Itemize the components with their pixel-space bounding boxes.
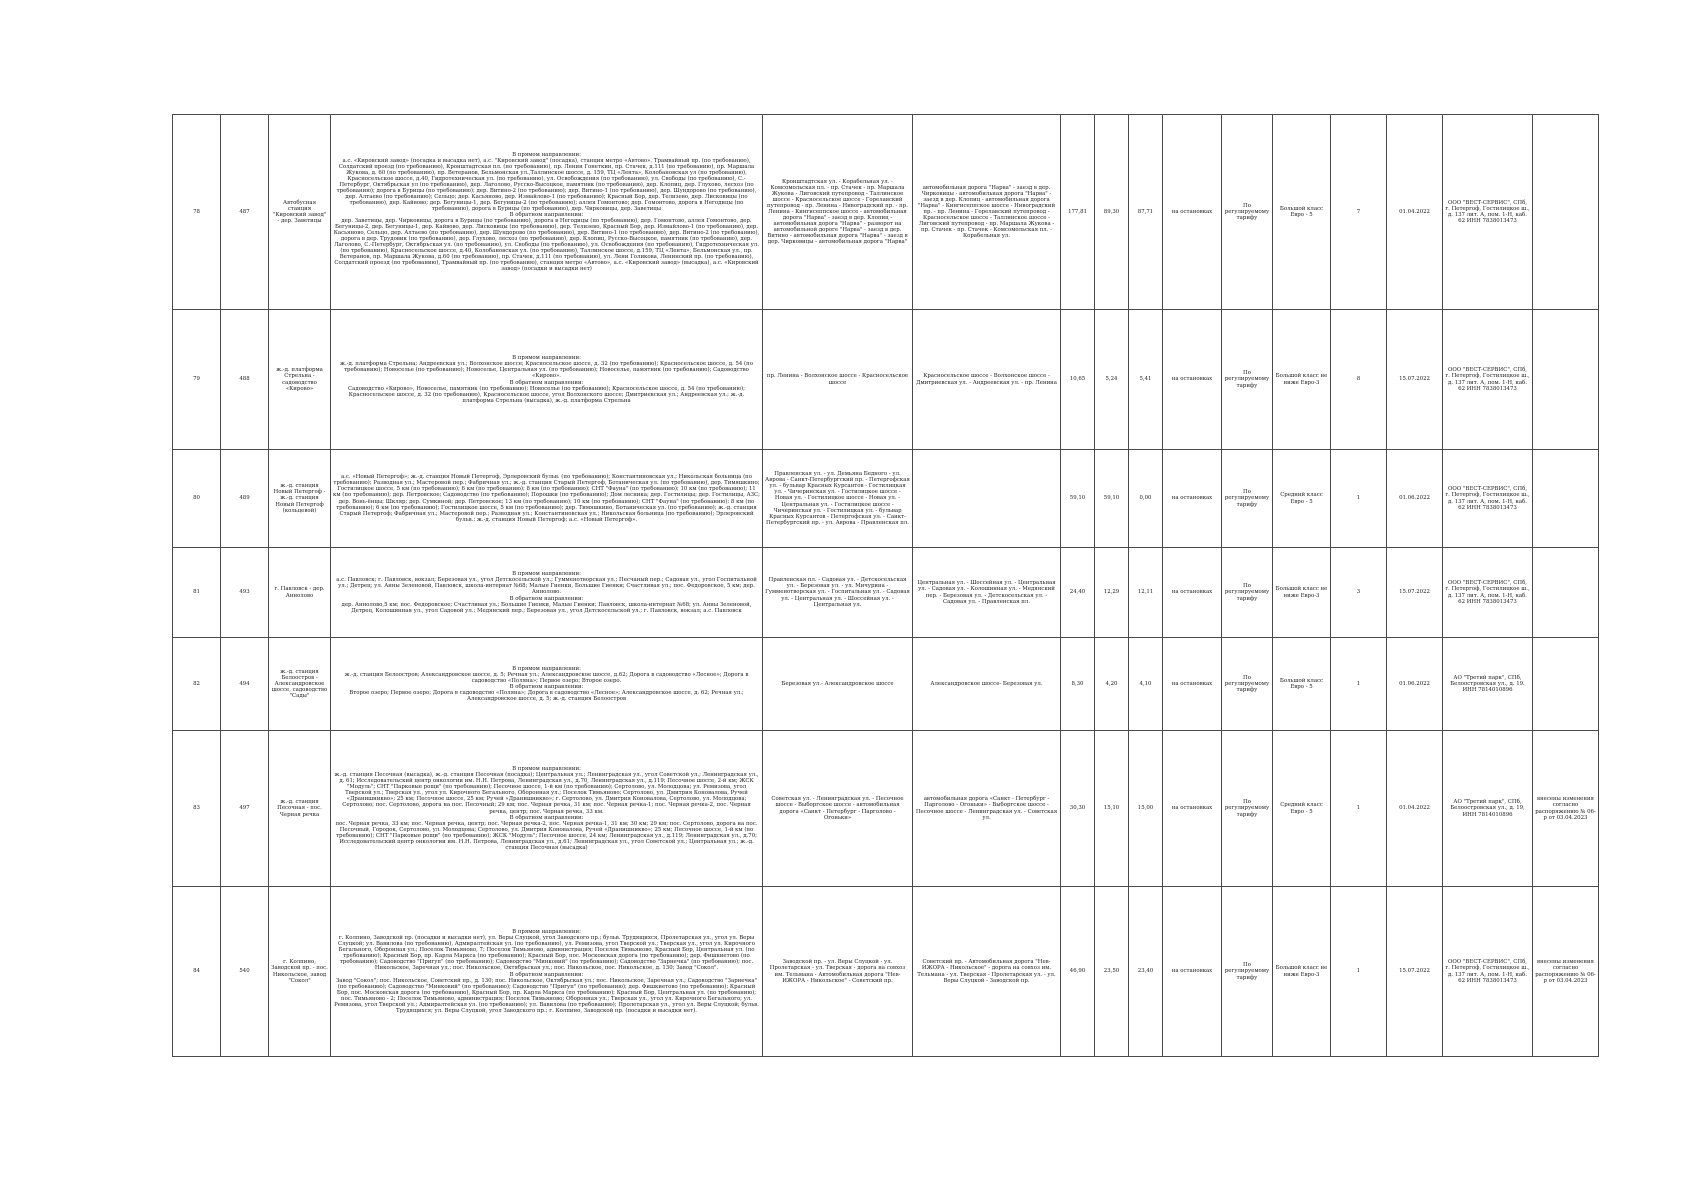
table-row <box>173 115 1599 310</box>
stops-paragraph: В прямом направлении: <box>512 929 581 936</box>
cell-back-len: 5,41 <box>1129 310 1163 450</box>
stops-paragraph: В прямом направлении: <box>512 151 581 158</box>
stops-paragraph: Садоводство «Кирово», Новоселье, памятник (по требованию); Новоселье (по требованию); Красносельское шоссе, д. 54 (по требованию); Красносельское шоссе, д. 32 (по требованию), Красносельское шоссе, угол Волхонского шоссе; Дмитриевская ул.; Андреевская ул.; ж.-д. платформа Стрельна (высадка), ж.-д. платформа Стрельна <box>348 385 745 404</box>
cell-tariff: По регулируемому тарифу <box>1222 115 1273 310</box>
cell-carrier: ООО "ВЕСТ-СЕРВИС", СПб, г. Петергоф, Гостилицкое ш., д. 137 лит. А, пом. 1-Н, каб. 62 ИНН 7838013473 <box>1443 310 1533 450</box>
cell-name: ж.-д. станция Белоостров - Александровское шоссе, садоводство "Сады" <box>269 638 331 731</box>
cell-carrier: ООО "ВЕСТ-СЕРВИС", СПб, г. Петергоф, Гостилицкое ш., д. 137 лит. А, пом. 1-Н, каб. 62 ИНН 7838013473 <box>1443 115 1533 310</box>
cell-forward: пр. Ленина - Волхонское шоссе - Красносельское шоссе <box>763 310 913 450</box>
table-row <box>173 731 1599 887</box>
cell-stop-mode: на остановках <box>1163 450 1222 548</box>
cell-route: 494 <box>221 638 269 731</box>
cell-fwd-len: 15,10 <box>1095 731 1129 887</box>
cell-backward: автомобильная дорога "Нарва" - заезд в дер. Чирковицы - автомобильная дорога "Нарва" - заезд в дер. Клопиц - автомобильная дорога "Нарва" - Кингисеппское шоссе - Нивоградский пр. - пр. Ленина - Горелавский путепровод - Красносельское шоссе - Таллинское шоссе - Лиговский путепровод - пр. Маршала Жукова - пр. Стачек - пр. Стачек - Комсомольская пл. - Корабельная ул. <box>913 115 1061 310</box>
cell-forward: Заводской пр. - ул. Веры Слуцкой - ул. Пролетарская - ул. Тверская - дорога на совхоз им. Тельмана - Автомобильная дорога "Нев-ИЖОРА - Никольское" - Советский пр. <box>763 887 913 1057</box>
stops-paragraph: В обратном направлении: <box>509 595 584 602</box>
cell-forward: Правленская ул. - ул. Демьяна Бедного - ул. Аврова - Санкт-Петербургский пр. - Петергофская ул. - бульвар Красных Курсантов - Гостилицкая ул. - Чичеринская ул. - Гостилицкое шоссе - Новая ул. - Гостилицкое шоссе - Новая ул. - Центральная ул. - Гостилицкое шоссе - Чичеринская ул. - Гостилицкая ул. - бульвар Красных Курсантов - Петергофская ул. - Санкт-Петербургский пр. - ул. Аврова - Правленская пл. <box>763 450 913 548</box>
cell-stop-mode: на остановках <box>1163 731 1222 887</box>
stops-paragraph: В обратном направлении: <box>509 379 584 386</box>
cell-tariff: По регулируемому тарифу <box>1222 548 1273 638</box>
cell-back-len: 4,10 <box>1129 638 1163 731</box>
cell-stop-mode: на остановках <box>1163 887 1222 1057</box>
routes-table <box>172 114 1599 1057</box>
cell-stops <box>331 450 763 548</box>
table-row <box>173 450 1599 548</box>
cell-total: 8,30 <box>1061 638 1095 731</box>
cell-name: Автобусная станция "Кировский завод" - дер. Заветицы <box>269 115 331 310</box>
cell-carrier: ООО "ВЕСТ-СЕРВИС", СПб, г. Петергоф, Гостилицкое ш., д. 137 лит. А, пом. 1-Н, каб. 62 ИНН 7838013473 <box>1443 887 1533 1057</box>
cell-name: г. Павловск - дер. Аннолово <box>269 548 331 638</box>
cell-date: 01.06.2022 <box>1387 450 1443 548</box>
stops-paragraph: ж.-д. станция Белоостров; Александровское шоссе, д. 5; Речная ул.; Александровское шоссе, д.62; Дорога в садоводство «Лесное»; Дорога в садоводство «Поляна»; Первое озеро; Второе озеро. <box>344 671 749 684</box>
cell-fwd-len: 5,24 <box>1095 310 1129 450</box>
cell-total: 177,81 <box>1061 115 1095 310</box>
stops-paragraph: В обратном направлении: <box>509 684 584 690</box>
cell-route: 540 <box>221 887 269 1057</box>
cell-count: 1 <box>1331 887 1387 1057</box>
cell-tariff: По регулируемому тарифу <box>1222 887 1273 1057</box>
cell-carrier: АО "Третий парк", СПб, Белоостровская ул., д. 19, ИНН 7814010896 <box>1443 731 1533 887</box>
table-row <box>173 548 1599 638</box>
cell-name: г. Колпино, Заводской пр. - пос. Никольское, завод "Сокол" <box>269 887 331 1057</box>
cell-note <box>1533 638 1599 731</box>
cell-carrier: АО "Третий парк", СПб, Белоостровская ул., д. 19. ИНН 7814010896 <box>1443 638 1533 731</box>
cell-stop-mode: на остановках <box>1163 638 1222 731</box>
cell-vehicle: Большой класс Евро - 5 <box>1273 638 1331 731</box>
cell-note <box>1533 450 1599 548</box>
cell-date: 15.07.2022 <box>1387 548 1443 638</box>
cell-fwd-len: 59,10 <box>1095 450 1129 548</box>
cell-note: внесены изменения согласно распоряжению № 06-р от 03.04.2023 <box>1533 887 1599 1057</box>
cell-total: 30,30 <box>1061 731 1095 887</box>
stops-paragraph: В прямом направлении: <box>512 766 581 773</box>
cell-vehicle: Большой класс не ниже Евро-3 <box>1273 310 1331 450</box>
cell-total: 24,40 <box>1061 548 1095 638</box>
cell-count: 1 <box>1331 731 1387 887</box>
cell-stops <box>331 731 763 887</box>
stops-paragraph: В прямом направлении: <box>512 665 581 672</box>
cell-date: 01.04.2022 <box>1387 731 1443 887</box>
cell-stop-mode: на остановках <box>1163 115 1222 310</box>
cell-num: 82 <box>173 638 221 731</box>
stops-paragraph: Второе озеро; Первое озеро; Дорога в садоводство «Поляна»; Дорога в садоводство «Лесное»; Александровское шоссе, д. 62; Речная ул.; Александровское шоссе, д. 5; ж.-д. станция Белоостров <box>349 690 744 703</box>
cell-vehicle: Средний класс Евро - 5 <box>1273 450 1331 548</box>
cell-route: 497 <box>221 731 269 887</box>
cell-tariff: По регулируемому тарифу <box>1222 310 1273 450</box>
cell-date: 01.06.2022 <box>1387 638 1443 731</box>
cell-route: 487 <box>221 115 269 310</box>
cell-name: ж.-д. платформа Стрельна - садоводство «Кирово» <box>269 310 331 450</box>
cell-forward: Кронштадтская ул. - Корабельная ул. - Комсомольская пл. - пр. Стачек - пр. Маршала Жукова - Лиговский путепровод - Таллинское шоссе - Красносельское шоссе - Горелавский путепровод - пр. Ленина - Нивоградский пр. - пр. Ленина - Кингисеппское шоссе - автомобильная дорога "Нарва" - заезд в дер. Клопиц - автомобильная дорога "Нарва" - разворот на автомобильной дороге "Нарва" - заезд в дер. Витино - автомобильная дорога "Нарва" - заезд в дер. Чирковицы - автомобильная дорога "Нарва" <box>763 115 913 310</box>
stops-paragraph: ж.-д. платформа Стрельна; Андреевская ул.; Волхонское шоссе; Красносельское шоссе, д. 32 (по требованию); Красносельское шоссе, д. 54 (по требованию); Новоселье (по требованию); Новоселье, Центральная ул. (по требованию); Новоселье, памятник (по требованию); Садоводство «Кирово». <box>340 361 753 380</box>
cell-back-len: 15,00 <box>1129 731 1163 887</box>
stops-paragraph: В обратном направлении: <box>509 971 584 978</box>
cell-stops <box>331 638 763 731</box>
cell-note <box>1533 310 1599 450</box>
cell-back-len: 0,00 <box>1129 450 1163 548</box>
cell-vehicle: Большой класс Евро - 5 <box>1273 115 1331 310</box>
cell-note: внесены изменения согласно распоряжению № 06-р от 03.04.2023 <box>1533 731 1599 887</box>
cell-tariff: По регулируемому тарифу <box>1222 731 1273 887</box>
table-body <box>173 115 1599 1057</box>
cell-forward: Советская ул. - Ленинградская ул. - Песочное шоссе - Выборгское шоссе - автомобильная дорога «Санкт - Петербург - Парголово - Огоньки» <box>763 731 913 887</box>
cell-stops <box>331 310 763 450</box>
cell-carrier: ООО "ВЕСТ-СЕРВИС", СПб, г. Петергоф, Гостилицкое ш., д. 137 лит. А, пом. 1-Н, каб. 62 ИНН 7838013473 <box>1443 450 1533 548</box>
cell-num: 79 <box>173 310 221 450</box>
cell-forward: Березовая ул.- Александровское шоссе <box>763 638 913 731</box>
stops-paragraph: В прямом направлении: <box>512 355 581 362</box>
cell-backward: Красносельское шоссе - Волхонское шоссе - Дмитриевская ул. - Андреевская ул. - пр. Ленина <box>913 310 1061 450</box>
cell-vehicle: Большой класс не ниже Евро-3 <box>1273 548 1331 638</box>
cell-back-len: 23,40 <box>1129 887 1163 1057</box>
stops-paragraph: Завод "Сокол"; пос. Никольское, Советский пр., д. 130; пос. Никольское, Октябрьская ул.; пос. Никольское, Заречная ул.; Садоводство "Зарнечка" (по требованию); Садоводство "Минковий" (по требованию); Садоводство "Пригуп" (по требованию); дер. Фишкиетово (по требованию); Красный Бор, пос. Московская дорога (по требованию), Красный Бор, пр. Карла Маркса (по требованию); Красный Бор, Центральная ул. (по требованию); пос. Тимьяново - 2; Поселок Тимьяново, администрация; Поселок Тимьяново; Оборонная ул.; Тверская ул., угол ул. Кирочного Бегального; ул. Ремизова, угол Тверской ул.; Адмиралтейская ул. (по требованию); ул. Вавилова (по требованию); Пролетарская ул., угол ул. Веры Слуцкой; бульв. Трудящихся; ул. Веры Слуцкой, угол Заводского пр.; г. Колпино, Заводской пр. (посадки и высадки нет). <box>334 977 759 1014</box>
cell-num: 83 <box>173 731 221 887</box>
cell-fwd-len: 12,29 <box>1095 548 1129 638</box>
table-row <box>173 638 1599 731</box>
cell-backward: автомобильная дорога «Санкт - Петербург - Парголово - Огоньки» - Выборгское шоссе - Песочное шоссе - Ленинградская ул. - Советская ул. <box>913 731 1061 887</box>
cell-count: 1 <box>1331 638 1387 731</box>
cell-tariff: По регулируемому тарифу <box>1222 450 1273 548</box>
cell-name: ж.-д. станция Песочная - пос. Черная речка <box>269 731 331 887</box>
stops-paragraph: В прямом направлении: <box>512 571 581 578</box>
cell-stop-mode: на остановках <box>1163 310 1222 450</box>
cell-total: 10,65 <box>1061 310 1095 450</box>
cell-count: 8 <box>1331 310 1387 450</box>
cell-route: 489 <box>221 450 269 548</box>
cell-num: 78 <box>173 115 221 310</box>
cell-vehicle: Большой класс не ниже Евро-3 <box>1273 887 1331 1057</box>
stops-paragraph: а.с. Павловск; г. Павловск, вокзал; Березовая ул., угол Детскосельской ул.; Гумменотворская ул.; Песчаный пер.; Садовая ул., угол Госпитальной ул.; Детрец; ул. Анны Зеленовой, Павловск, школа-интернат №68; Малые Гиенки, Большие Гиенки; Счастливая ул.; пос. Федоровское, 5 км; дер. Аннолово. <box>336 577 757 596</box>
cell-date: 15.07.2022 <box>1387 887 1443 1057</box>
cell-forward: Правленская пл. - Садовая ул. - Детскосельская ул. - Березовая ул. - ул. Мичурина - Гумменотворская ул. - Госпитальная ул. - Садовая ул. - Центральная ул. - Шоссейная ул. - Центральная ул. <box>763 548 913 638</box>
cell-count: 1 <box>1331 450 1387 548</box>
cell-fwd-len: 23,50 <box>1095 887 1129 1057</box>
stops-paragraph: ж.-д. станция Песочная (высадка), ж.-д. станция Песочная (посадка); Центральная ул.; Ленинградская ул., угол Советской ул.; Ленинградская ул., д. 61; Исследовательский центр онкологии им. Н.Н. Петрова, Ленинградская ул., д.70, Ленинградская ул., д.119; Песочное шоссе, 2-й км; ЖСК "Модуль"; СНТ "Парковые рощи" (по требованию); Песочное шоссе, 1-й км (по требованию); Сертолово, ул. Молодцова; ул. Ремизова, угол Тверской ул.; Тверская ул., угол ул. Кирочного Бегального, Оборонная ул.; Поселок Тимьяново; Сертолово, ул. Дмитрия Коновалова, Ручей «Дранишникво»; 25 км; Песочное шоссе, 25 км; Ручей «Дранишникво»; г. Сертолово, ул. Дмитрия Коновалова, Сертолово, ул. Молодцова; Сертолово; пос. Сертолово, дорога на пос. Песочный; 29 км; пос. Черная речка, 31 км; пос. Черная речка-1; пос. Черная речка-2, пос. Черная речка, центр; пос. Черная речка, 33 км. <box>334 772 759 815</box>
stops-paragraph: В обратном направлении: <box>509 212 584 218</box>
table-row <box>173 887 1599 1057</box>
stops-paragraph: а.с. «Новый Петергоф»; ж.-д. станция Новый Петергоф, Эрлеровский бульв. (по требованию); Константиновская ул.; Никольская больница (по требованию); Разводная ул.; Мастеровой пер.; Фабричная ул.; ж.-д. станция Старый Петергоф, Ботаническая ул. (по требованию), дер. Тимяшкино; Гостилицкое шоссе, 5 км (по требованию); 6 км (по требованию); 8 км (по требованию); СНТ "Фауна" (по требованию); 10 км (по требованию); 11 км (по требованию); дер. Петровское; Садоводство (по требованию); Порошки (по требованию); Дом лесника; дер. Гостилицы; дер. Гостилицы, АЗС; дер. Вонь-ёнцы; Шкляр; дер. Сумкиной; дер. Петровское; 13 км (по требованию); 10 км (по требованию); СНТ "Фауна" (по требованию); 8 км (по требованию); 6 км (по требованию); Гостилицкое шоссе, 5 км (по требованию); дер. Тимяшкино, Ботаническая ул. (по требованию); ж.-д. станция Старый Петергоф; Фабричная ул.; Мастеровой пер.; Разводная ул.; Константиновская ул.; Никольская больница (по требованию); Эрлеровский бульв.; ж.-д. станция Новый Петергоф; а.с. «Новый Петергоф». <box>333 474 760 523</box>
cell-tariff: По регулируемому тарифу <box>1222 638 1273 731</box>
cell-note <box>1533 115 1599 310</box>
cell-count: 3 <box>1331 548 1387 638</box>
stops-paragraph: г. Колпино, Заводской пр. (посадки и высадки нет), ул. Веры Слуцкой, угол Заводского пр.; бульв. Трудящихся, Пролетарская ул., угол ул. Веры Слуцкой; ул. Вавилова (по требованию), Адмиралтейская ул. (по требованию), ул. Ремизова, угол Тверской ул.; Тверская ул., угол ул. Кирочного Бегального, Оборонная ул.; Поселок Тимьяново, 7; Поселок Тимьяново, администрация; Поселок Тимьяново, Красный Бор, Центральная ул. (по требованию); Красный Бор, пр. Карла Маркса (по требованию); Красный Бор, пос. Московская дорога (по требованию); дер. Фишкиетово (по требованию); Садоводство "Пригуп" (по требованию); Садоводство "Минковий" (по требованию); Садоводство "Зарнечка" (по требованию); пос. Никольское, Заречная ул.; пос. Никольское, Октябрьская ул.; пос. Никольское, пос. Никольское, д. 130; Завод "Сокол". <box>338 935 755 972</box>
cell-backward: Александровское шоссе- Березовая ул. <box>913 638 1061 731</box>
cell-name: ж.-д. станция Новый Петергоф - ж.-д. станция Новый Петергоф (кольцевой) <box>269 450 331 548</box>
cell-route: 488 <box>221 310 269 450</box>
cell-vehicle: Средний класс Евро - 5 <box>1273 731 1331 887</box>
cell-backward <box>913 450 1061 548</box>
cell-back-len: 12,11 <box>1129 548 1163 638</box>
cell-stop-mode: на остановках <box>1163 548 1222 638</box>
cell-stops <box>331 115 763 310</box>
stops-paragraph: В обратном направлении: <box>509 814 584 821</box>
cell-carrier: ООО "ВЕСТ-СЕРВИС", СПб, г. Петергоф, Гостилицкое ш., д. 137 лит. А, пом. 1-Н, каб. 62 ИНН 7838013473 <box>1443 548 1533 638</box>
cell-num: 84 <box>173 887 221 1057</box>
cell-count: 7 <box>1331 115 1387 310</box>
cell-back-len: 87,71 <box>1129 115 1163 310</box>
cell-fwd-len: 89,30 <box>1095 115 1129 310</box>
cell-backward: Центральная ул. - Шоссейная ул. - Центральная ул. - Садовая ул. - Колошинная ул. - Медянский пер. - Березовая ул. - Детскосельская ул. - Садовая ул. - Правленская пл. <box>913 548 1061 638</box>
stops-paragraph: а.с. «Кировский завод» (посадка и высадка нет), а.с. "Кировский завод" (посадка), станция метро «Автово», Трамвайный пр. (по требованию), Солдатский проезд (по требованию), Кронштадтская пл. (по требованию), пр. Ленин Гонеткин, пр. Стачек, д.111 (по требованию), пр. Маршала Жукова, д. 60 (по требованию), пр. Ветеранов, Бельмонская ул.,Таллинское шоссе, д. 159, ТЦ «Лента», Колобановская ул (по требованию), Красносельское шоссе, д.40, Гидротехническая ул. (по требованию), ул. Освобождения (по требованию), ул. Свободы (по требованию), С.-Петербург, Октябрьская ул (по требованию), дер. Лаголово, Русско-Высоцкое, памятник (по требованию), дер. Клопиц, дер. Глухово, лесхоз (по требованию); дорога в Бурицы (по требованию); дер. Витино-2 (по требованию); дер. Витино-1 (по требованию), дер. Шундорово (по требованию), дер. Алтаево (по требованию); Сельцо; дер. Касьяново, дер. Измайлово-1 (по требованию); Красный Бор, дер. Телизево, дер. Лисковицы (по требованию), дер. Кайвово; дер. Бегуницы-1, дер. Бегуницы-2 (по требованию); аллея Гомонтово; дер. Гомонтово, дорога в Негодицы (по требованию), дорога в Бурицы (по требованию), дер. Чирковицы, дер. Заветицы <box>336 157 757 212</box>
stops-paragraph: дер. Заветицы, дер. Чирковицы, дорога в Бурицы (по требованию), дорога в Негодицы (по требованию), дер. Гомонтово, аллея Гомонтово, дер. Бегуницы-2, дер. Бегуницы-1, дер. Кайвово, дер. Лисковицы (по требованию), дер. Телизево, Красный Бор, дер. Измайлово-1 (по требованию), дер. Касьяново, Сельцо, дер. Алтаево (по требованию), дер. Шундорово (по требованию), дер. Витино-1 (по требованию), дер. Витино-2 (по требованию), дорога в дер. Трудовик (по требованию), дер. Глухово, лесхоз (по требованию), дер. Клопиц, Русско-Высоцкое, памятник (по требованию), дер. Лаголово, С.-Петербург, Октябрьская ул. (по требованию), ул. Свободы (по требованию), ул. Освобождения (по требованию), Гидротехническая ул. (по требованию), Красносельское шоссе, д.40, Колобановская ул. (по требованию), Таллинское шоссе, д.159, ТЦ «Лента», Бельмонская ул., пр. Ветеранов, пр. Маршала Жукова, д.60 (по требованию), пр. Стачек, д.111 (по требованию), ул. Лени Голикова, Ленинский пр. (по требованию), Солдатский проезд (по требованию), Трамвайный пр. (по требованию), станция метро «Автово», а.с. «Кировский завод» (высадка), а.с. «Кировский завод» (посадки и высадки нет) <box>333 218 760 273</box>
cell-total: 59,10 <box>1061 450 1095 548</box>
cell-num: 80 <box>173 450 221 548</box>
cell-fwd-len: 4,20 <box>1095 638 1129 731</box>
cell-total: 46,90 <box>1061 887 1095 1057</box>
cell-date: 01.04.2022 <box>1387 115 1443 310</box>
cell-stops <box>331 887 763 1057</box>
cell-date: 15.07.2022 <box>1387 310 1443 450</box>
stops-paragraph: пос. Черная речка, 33 км; пос. Черная речка, центр; пос. Черная речка-2, пос. Черная речка-1, 31 км; 30 км; 29 км; пос. Сертолово, дорога на пос. Песочный, Городок, Сертолово, ул. Молодцова; Сертолово, ул. Дмитрия Коновалова, Ручей «Дранишникво»; 25 км; Песочное шоссе, 1-й км (по требованию); СНТ "Парковые рощи" (по требованию); ЖСК "Модуль"; Песочное шоссе, 24 км; Ленинградская ул., д.119; Ленинградская ул., д.70; Исследовательский центр онкологии им. Н.Н. Петрова, Ленинградская ул., д.61; Ленинградская ул., угол Советской ул.; Центральная ул.; ж.-д. станция Песочная (высадка) <box>335 820 758 851</box>
stops-paragraph: дер. Аннолово,5 км; пос. Федоровское; Счастливая ул.; Большие Гиенки, Малые Гиенки; Павловск, школа-интернат №68; ул. Анны Зеленовой, Детрец, Колошинная ул., угол Садовой ул.; Медянский пер.; Березовая ул., угол Детскосельской ул.; г. Павловск, вокзал; а.с. Павловск <box>341 601 752 614</box>
table-row <box>173 310 1599 450</box>
cell-backward: Советский пр. - Автомобильная дорога "Нев-ИЖОРА - Никольское" - дорога на совхоз им. Тельмана - ул. Тверская - Пролетарская ул. - ул. Веры Слуцкой - Заводской пр. <box>913 887 1061 1057</box>
cell-note <box>1533 548 1599 638</box>
cell-num: 81 <box>173 548 221 638</box>
cell-route: 493 <box>221 548 269 638</box>
cell-stops <box>331 548 763 638</box>
